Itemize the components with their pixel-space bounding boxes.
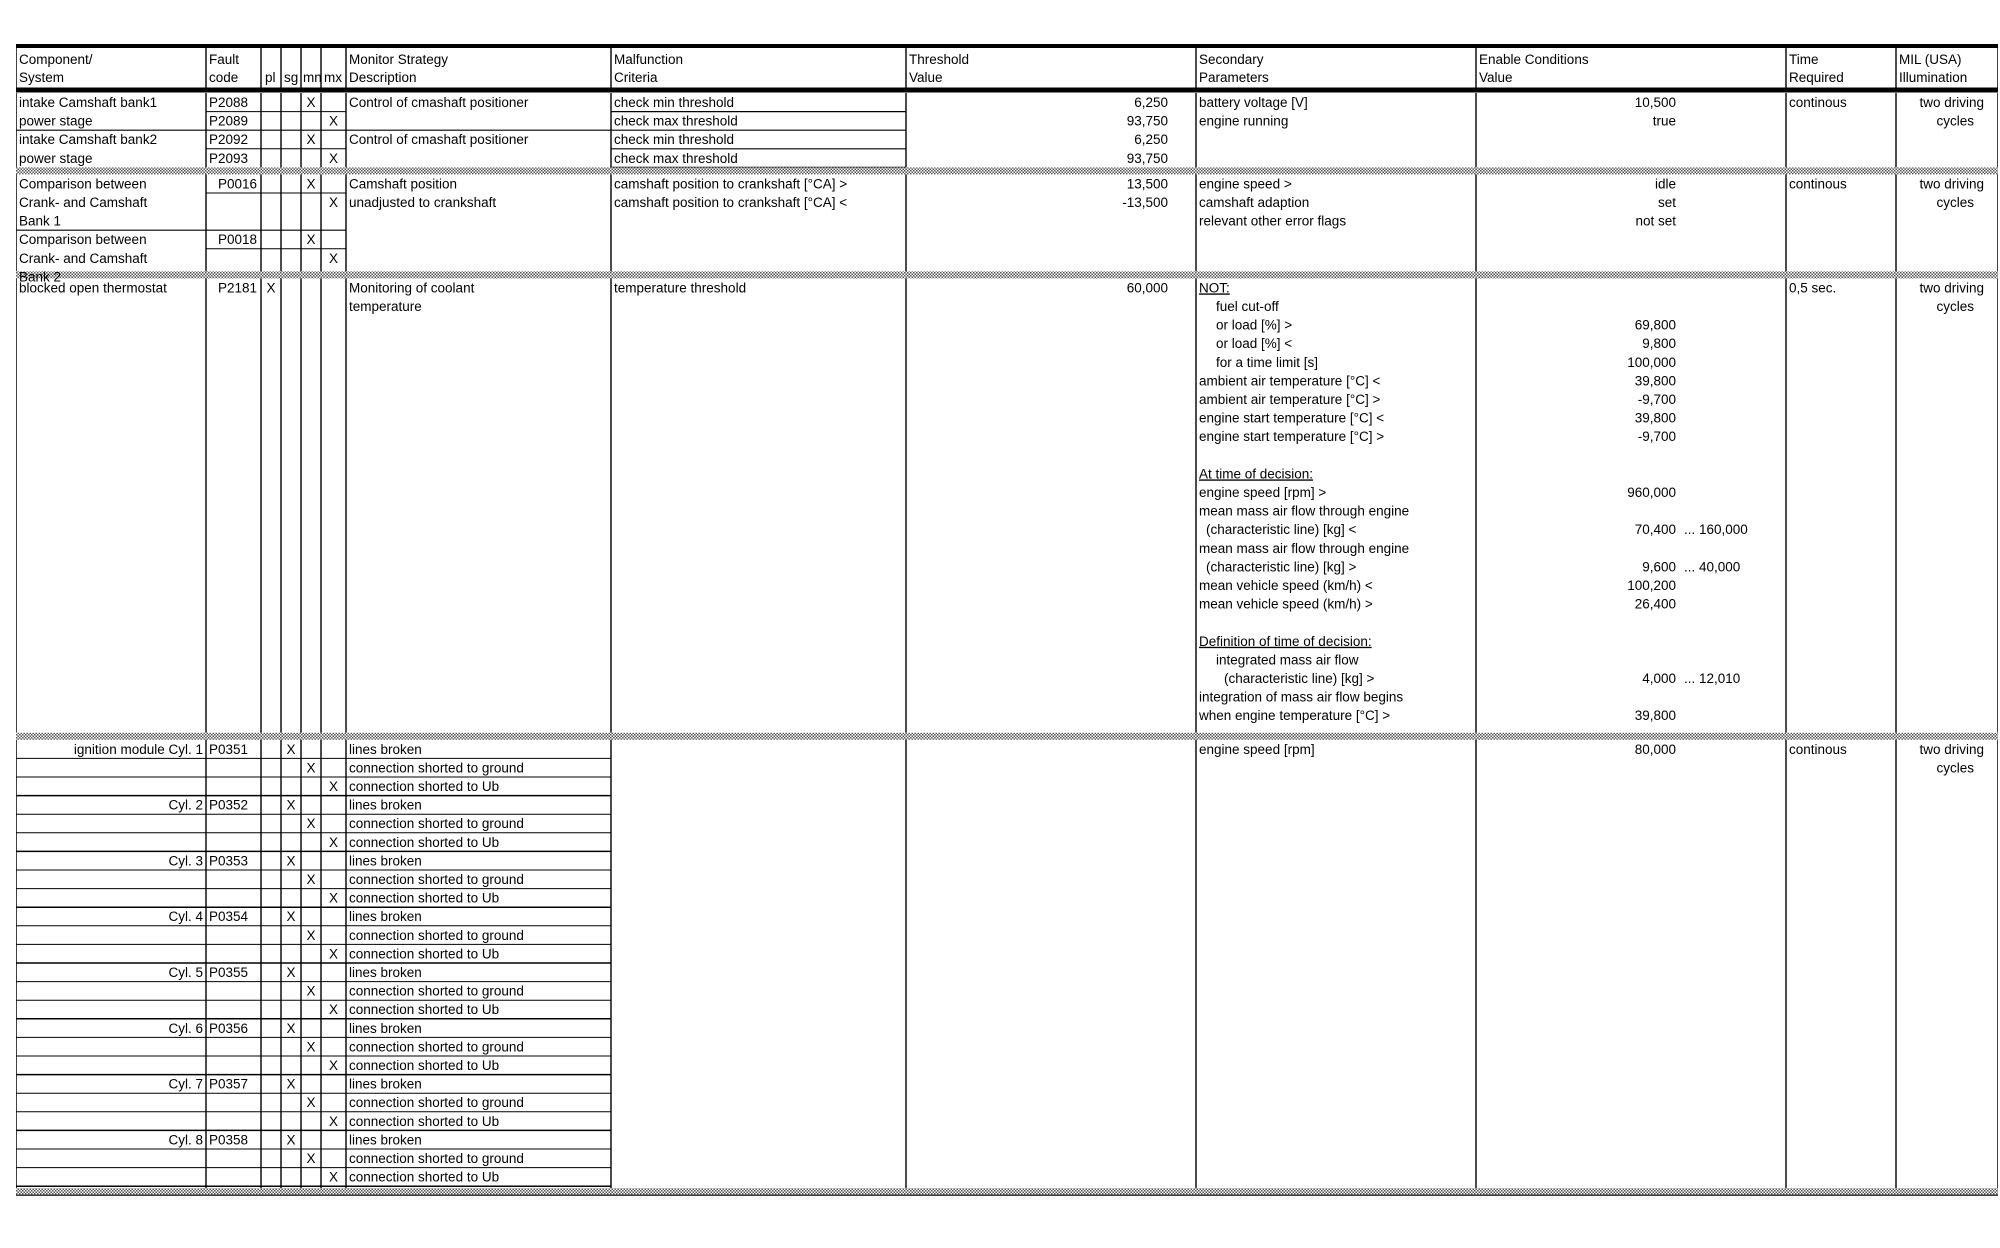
check-mark: X bbox=[306, 132, 316, 148]
monitor-text: temperature bbox=[349, 299, 422, 314]
fault-code: P0354 bbox=[209, 909, 249, 925]
enable-value: 100,200 bbox=[1627, 578, 1676, 593]
check-mark: X bbox=[328, 150, 339, 166]
check-mark: X bbox=[286, 1020, 296, 1036]
cylinder-label: Cyl. 3 bbox=[168, 853, 203, 869]
fault-code: P2089 bbox=[209, 113, 249, 129]
component-text: Crank- and Camshaft bbox=[19, 195, 148, 210]
fault-description: connection shorted to ground bbox=[349, 927, 524, 943]
secondary-text: mean mass air flow through engine bbox=[1199, 540, 1410, 556]
mil-text: cycles bbox=[1936, 195, 1974, 210]
cylinder-label: ignition module Cyl. 1 bbox=[73, 741, 203, 757]
secondary-text: mean vehicle speed (km/h) < bbox=[1199, 578, 1373, 593]
component-text: intake Camshaft bank1 bbox=[19, 95, 158, 110]
secondary-text: integration of mass air flow begins bbox=[1199, 689, 1404, 705]
header-malfunction: Criteria bbox=[614, 70, 658, 85]
fault-description: connection shorted to Ub bbox=[349, 1169, 500, 1185]
component-text: Bank 2 bbox=[19, 269, 62, 285]
header-monitor: Monitor Strategy bbox=[349, 52, 449, 67]
fault-description: connection shorted to Ub bbox=[349, 890, 500, 906]
diagnostic-monitor-table bbox=[16, 44, 1998, 1244]
fault-code: P0355 bbox=[209, 965, 249, 980]
header-mil: MIL (USA) bbox=[1899, 52, 1962, 67]
check-mark: X bbox=[306, 232, 316, 248]
mil-text: two driving bbox=[1919, 176, 1984, 192]
check-mark: X bbox=[306, 816, 316, 832]
component-text: power stage bbox=[19, 150, 93, 166]
secondary-text: engine speed [rpm] bbox=[1199, 741, 1315, 757]
header-threshold: Threshold bbox=[909, 52, 970, 67]
check-mark: X bbox=[306, 760, 316, 776]
fault-description: lines broken bbox=[349, 797, 422, 813]
section-heading: NOT: bbox=[1199, 280, 1230, 296]
secondary-text: when engine temperature [°C] > bbox=[1199, 708, 1391, 724]
component-text: Comparison between bbox=[19, 176, 147, 192]
fault-description: connection shorted to ground bbox=[349, 872, 524, 887]
criteria-text: temperature threshold bbox=[614, 280, 747, 296]
fault-code: P0352 bbox=[209, 797, 249, 813]
enable-value: 9,600 bbox=[1642, 559, 1676, 575]
check-mark: X bbox=[306, 872, 316, 887]
header-mx: mx bbox=[324, 70, 342, 85]
threshold-value: -13,500 bbox=[1122, 195, 1168, 210]
header-monitor: Description bbox=[349, 70, 417, 85]
check-mark: X bbox=[266, 280, 276, 296]
secondary-text: engine start temperature [°C] < bbox=[1199, 410, 1385, 426]
fault-description: lines broken bbox=[349, 965, 422, 980]
check-mark: X bbox=[328, 834, 339, 850]
time-required: continous bbox=[1789, 741, 1847, 757]
fault-description: connection shorted to Ub bbox=[349, 946, 500, 962]
secondary-text: or load [%] > bbox=[1216, 317, 1293, 333]
enable-range: ... 160,000 bbox=[1684, 522, 1748, 538]
mil-text: two driving bbox=[1919, 741, 1984, 757]
mil-text: cycles bbox=[1936, 760, 1974, 776]
fault-code: P0356 bbox=[209, 1020, 249, 1036]
check-mark: X bbox=[286, 797, 296, 813]
secondary-text: integrated mass air flow bbox=[1216, 652, 1359, 668]
enable-value: 10,500 bbox=[1634, 95, 1676, 110]
table-text bbox=[19, 52, 1984, 1185]
component-text: Comparison between bbox=[19, 232, 147, 248]
time-required: 0,5 sec. bbox=[1789, 280, 1837, 296]
component-text: Bank 1 bbox=[19, 213, 62, 229]
secondary-text: or load [%] < bbox=[1216, 336, 1293, 352]
section-heading: At time of decision: bbox=[1199, 466, 1314, 482]
secondary-text: relevant other error flags bbox=[1199, 213, 1347, 229]
criteria-text: camshaft position to crankshaft [°CA] < bbox=[614, 195, 848, 210]
secondary-text: (characteristic line) [kg] < bbox=[1206, 522, 1357, 538]
component-text: Crank- and Camshaft bbox=[19, 250, 148, 266]
monitor-text: Control of cmashaft positioner bbox=[349, 95, 529, 110]
monitor-text: Monitoring of coolant bbox=[349, 280, 475, 296]
secondary-text: engine running bbox=[1199, 113, 1289, 129]
fault-description: connection shorted to ground bbox=[349, 816, 524, 832]
header-time: Time bbox=[1789, 52, 1819, 67]
enable-value: idle bbox=[1654, 176, 1676, 192]
secondary-text: (characteristic line) [kg] > bbox=[1224, 671, 1375, 686]
section-heading: Definition of time of decision: bbox=[1199, 633, 1372, 649]
check-mark: X bbox=[328, 113, 339, 129]
check-mark: X bbox=[328, 195, 339, 210]
fault-description: lines broken bbox=[349, 1132, 422, 1148]
check-mark: X bbox=[286, 909, 296, 925]
secondary-text: (characteristic line) [kg] > bbox=[1206, 559, 1357, 575]
check-mark: X bbox=[306, 1095, 316, 1111]
check-mark: X bbox=[286, 965, 296, 980]
mil-text: two driving bbox=[1919, 95, 1984, 110]
fault-description: connection shorted to Ub bbox=[349, 834, 500, 850]
section-separator bbox=[16, 271, 1998, 278]
header-enable: Value bbox=[1479, 70, 1513, 85]
fault-code: P0016 bbox=[218, 176, 258, 192]
check-mark: X bbox=[306, 95, 316, 110]
enable-value: 26,400 bbox=[1634, 596, 1676, 612]
enable-value: 960,000 bbox=[1627, 485, 1676, 500]
component-text: blocked open thermostat bbox=[19, 280, 167, 296]
time-required: continous bbox=[1789, 95, 1847, 110]
cylinder-label: Cyl. 5 bbox=[168, 965, 203, 980]
secondary-text: mean mass air flow through engine bbox=[1199, 503, 1410, 519]
enable-value: 39,800 bbox=[1634, 410, 1676, 426]
check-mark: X bbox=[328, 1058, 339, 1073]
fault-description: connection shorted to ground bbox=[349, 983, 524, 999]
grid-lines bbox=[16, 44, 1998, 1195]
threshold-value: 6,250 bbox=[1134, 95, 1168, 110]
header-component: Component/ bbox=[19, 52, 93, 67]
header-secondary: Secondary bbox=[1199, 52, 1264, 67]
cylinder-label: Cyl. 6 bbox=[168, 1020, 203, 1036]
mil-text: two driving bbox=[1919, 280, 1984, 296]
secondary-text: engine speed [rpm] > bbox=[1199, 485, 1327, 500]
cylinder-label: Cyl. 2 bbox=[168, 797, 203, 813]
criteria-text: camshaft position to crankshaft [°CA] > bbox=[614, 176, 848, 192]
threshold-value: 93,750 bbox=[1126, 113, 1168, 129]
header-sg: sg bbox=[284, 70, 299, 85]
header-enable: Enable Conditions bbox=[1479, 52, 1589, 67]
fault-description: lines broken bbox=[349, 853, 422, 869]
header-component: System bbox=[19, 70, 65, 85]
component-text: intake Camshaft bank2 bbox=[19, 132, 158, 148]
fault-code: P0357 bbox=[209, 1076, 249, 1092]
component-text: power stage bbox=[19, 113, 93, 129]
fault-description: lines broken bbox=[349, 741, 422, 757]
cylinder-label: Cyl. 4 bbox=[168, 909, 203, 925]
fault-description: lines broken bbox=[349, 909, 422, 925]
enable-value: 4,000 bbox=[1642, 671, 1676, 686]
fault-description: connection shorted to Ub bbox=[349, 1113, 500, 1129]
criteria-text: check max threshold bbox=[614, 150, 738, 166]
criteria-text: check min threshold bbox=[614, 132, 735, 148]
secondary-text: mean vehicle speed (km/h) > bbox=[1199, 596, 1373, 612]
cylinder-label: Cyl. 8 bbox=[168, 1132, 203, 1148]
fault-description: connection shorted to ground bbox=[349, 1151, 524, 1166]
check-mark: X bbox=[328, 779, 339, 794]
time-required: continous bbox=[1789, 176, 1847, 192]
secondary-text: battery voltage [V] bbox=[1199, 95, 1308, 110]
check-mark: X bbox=[328, 946, 339, 962]
fault-code: P0018 bbox=[218, 232, 258, 248]
enable-value: 39,800 bbox=[1634, 373, 1676, 389]
monitor-text: Control of cmashaft positioner bbox=[349, 132, 529, 148]
enable-value: 100,000 bbox=[1627, 354, 1676, 370]
enable-value: 39,800 bbox=[1634, 708, 1676, 724]
fault-code: P2093 bbox=[209, 150, 249, 166]
check-mark: X bbox=[306, 1039, 316, 1055]
cylinder-label: Cyl. 7 bbox=[168, 1076, 203, 1092]
check-mark: X bbox=[286, 853, 296, 869]
fault-description: connection shorted to Ub bbox=[349, 779, 500, 794]
enable-value: true bbox=[1652, 113, 1676, 129]
section-separator bbox=[16, 167, 1998, 174]
check-mark: X bbox=[286, 741, 296, 757]
threshold-value: 60,000 bbox=[1126, 280, 1168, 296]
fault-description: lines broken bbox=[349, 1076, 422, 1092]
fault-code: P2088 bbox=[209, 95, 249, 110]
secondary-text: engine speed > bbox=[1199, 176, 1292, 192]
header-pl: pl bbox=[265, 70, 276, 85]
header-threshold: Value bbox=[909, 70, 943, 85]
mil-text: cycles bbox=[1936, 299, 1974, 314]
header-time: Required bbox=[1789, 70, 1844, 85]
enable-value: 80,000 bbox=[1634, 741, 1676, 757]
fault-description: connection shorted to ground bbox=[349, 1095, 524, 1111]
fault-description: connection shorted to ground bbox=[349, 1039, 524, 1055]
criteria-text: check max threshold bbox=[614, 113, 738, 129]
check-mark: X bbox=[328, 1113, 339, 1129]
threshold-value: 13,500 bbox=[1126, 176, 1168, 192]
enable-range: ... 12,010 bbox=[1684, 671, 1741, 686]
mil-text: cycles bbox=[1936, 113, 1974, 129]
threshold-value: 93,750 bbox=[1126, 150, 1168, 166]
criteria-text: check min threshold bbox=[614, 95, 735, 110]
enable-value: 9,800 bbox=[1642, 336, 1676, 352]
secondary-text: for a time limit [s] bbox=[1216, 354, 1319, 370]
fault-description: connection shorted to Ub bbox=[349, 1058, 500, 1073]
check-mark: X bbox=[328, 1002, 339, 1018]
fault-description: connection shorted to ground bbox=[349, 760, 524, 776]
enable-value: 70,400 bbox=[1634, 522, 1676, 538]
header-fault-code: code bbox=[209, 70, 239, 85]
header-mn: mn bbox=[303, 70, 322, 85]
secondary-text: fuel cut-off bbox=[1216, 299, 1279, 314]
check-mark: X bbox=[306, 927, 316, 943]
enable-value: set bbox=[1657, 195, 1676, 210]
enable-value: -9,700 bbox=[1637, 392, 1676, 407]
fault-code: P0358 bbox=[209, 1132, 249, 1148]
fault-code: P2092 bbox=[209, 132, 249, 148]
threshold-value: 6,250 bbox=[1134, 132, 1168, 148]
section-separator bbox=[16, 1188, 1998, 1195]
enable-value: not set bbox=[1635, 213, 1676, 229]
enable-value: -9,700 bbox=[1637, 429, 1676, 445]
header-secondary: Parameters bbox=[1199, 70, 1269, 85]
table-svg bbox=[16, 44, 1998, 1244]
fault-code: P0351 bbox=[209, 741, 249, 757]
enable-value: 69,800 bbox=[1634, 317, 1676, 333]
secondary-text: camshaft adaption bbox=[1199, 195, 1310, 210]
check-mark: X bbox=[306, 983, 316, 999]
secondary-text: ambient air temperature [°C] < bbox=[1199, 373, 1381, 389]
check-mark: X bbox=[328, 890, 339, 906]
fault-description: connection shorted to Ub bbox=[349, 1002, 500, 1018]
check-mark: X bbox=[328, 1169, 339, 1185]
secondary-text: ambient air temperature [°C] > bbox=[1199, 392, 1381, 407]
check-mark: X bbox=[286, 1132, 296, 1148]
enable-range: ... 40,000 bbox=[1684, 559, 1741, 575]
monitor-text: unadjusted to crankshaft bbox=[349, 195, 497, 210]
check-mark: X bbox=[328, 250, 339, 266]
fault-code: P2181 bbox=[218, 280, 258, 296]
secondary-text: engine start temperature [°C] > bbox=[1199, 429, 1385, 445]
fault-code: P0353 bbox=[209, 853, 249, 869]
section-separator bbox=[16, 733, 1998, 740]
check-mark: X bbox=[306, 176, 316, 192]
check-mark: X bbox=[306, 1151, 316, 1166]
check-mark: X bbox=[286, 1076, 296, 1092]
header-fault-code: Fault bbox=[209, 52, 240, 67]
fault-description: lines broken bbox=[349, 1020, 422, 1036]
monitor-text: Camshaft position bbox=[349, 176, 458, 192]
header-malfunction: Malfunction bbox=[614, 52, 684, 67]
header-mil: Illumination bbox=[1899, 70, 1968, 85]
